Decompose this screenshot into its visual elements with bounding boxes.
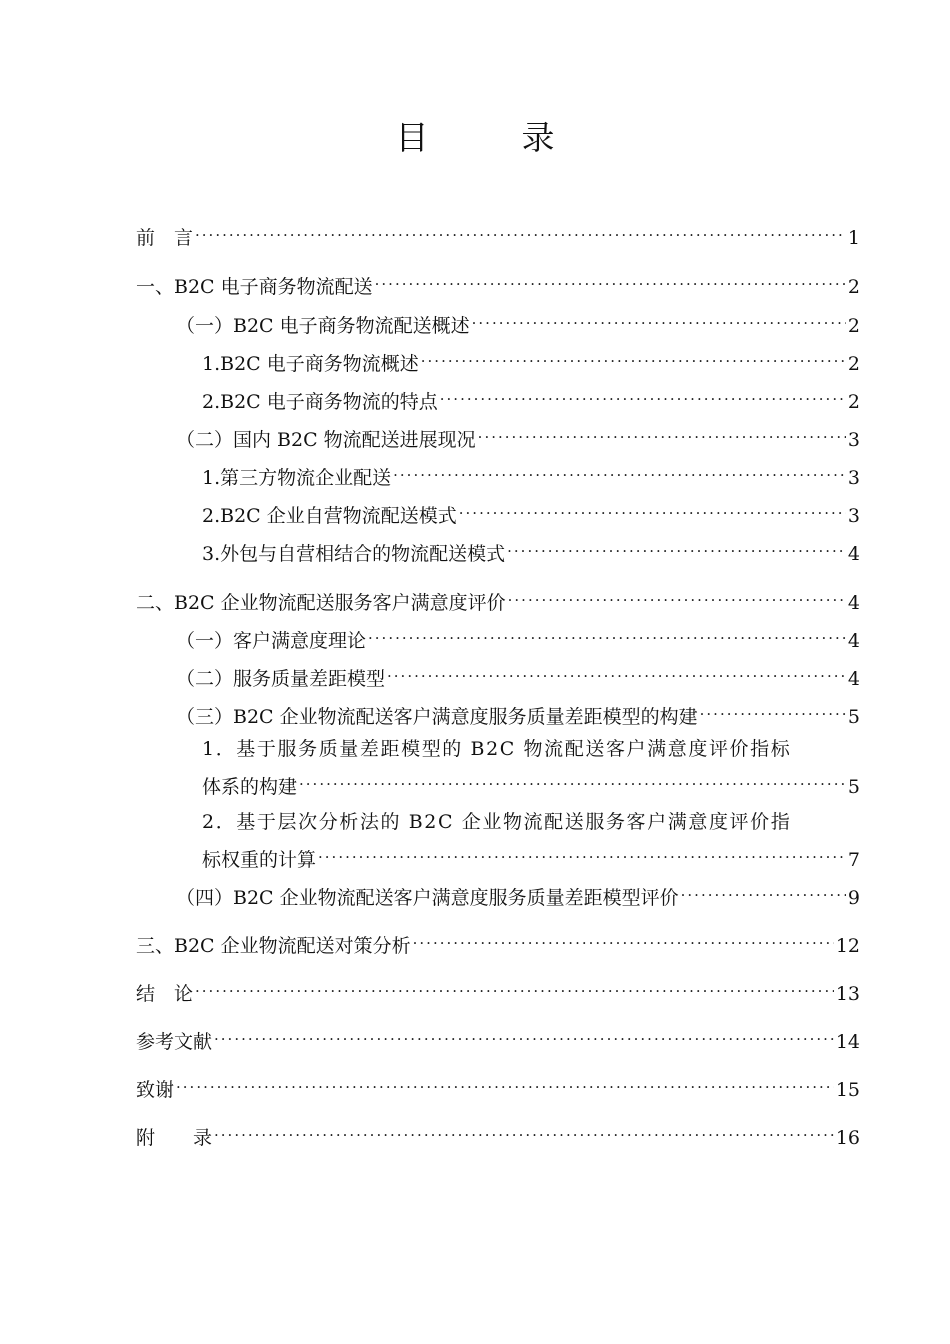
toc-entry-section-1-2[interactable] — [136, 424, 860, 453]
toc-entry-label: （四）B2C 企业物流配送客户满意度服务质量差距模型评价 — [176, 887, 679, 909]
toc-entry-item-1-2-3[interactable] — [136, 538, 860, 567]
toc-entry-chapter-3[interactable] — [136, 930, 860, 959]
toc-entry-item-1-1-1[interactable] — [136, 348, 860, 377]
toc-page-number: 2 — [847, 276, 860, 298]
toc-leader-dots — [413, 930, 834, 956]
toc-entry-label: 1.B2C 电子商务物流概述 — [202, 353, 419, 375]
toc-entry-label: （二）服务质量差距模型 — [176, 668, 386, 690]
toc-page-number: 2 — [847, 315, 860, 337]
toc-page-number: 5 — [847, 706, 860, 728]
toc-page-number: 16 — [835, 1127, 860, 1149]
toc-leader-dots — [214, 1026, 834, 1052]
toc-leader-dots — [214, 1122, 834, 1148]
toc-page-number: 12 — [835, 935, 860, 957]
toc-page-number: 4 — [847, 592, 860, 614]
toc-page-number: 4 — [847, 630, 860, 652]
toc-page-number: 3 — [847, 429, 860, 451]
toc-entry-label: 三、B2C 企业物流配送对策分析 — [136, 935, 411, 957]
toc-entry-section-2-4[interactable] — [136, 882, 860, 911]
toc-leader-dots — [681, 882, 846, 908]
toc-entry-label: 致谢 — [136, 1079, 175, 1101]
toc-leader-dots — [440, 386, 846, 412]
toc-page-number: 13 — [835, 983, 860, 1005]
toc-leader-dots — [472, 310, 846, 336]
toc-entry-preface[interactable] — [136, 222, 860, 251]
toc-entry-references[interactable] — [136, 1026, 860, 1055]
toc-entry-label: 1.第三方物流企业配送 — [202, 467, 392, 489]
toc-page-number: 1 — [847, 227, 860, 249]
toc-entry-label: 前 言 — [136, 227, 194, 249]
toc-title: 目 录 — [395, 118, 585, 157]
toc-entry-label: 2.B2C 电子商务物流的特点 — [202, 391, 438, 413]
toc-entry-appendix[interactable] — [136, 1122, 860, 1151]
toc-page-number: 4 — [847, 668, 860, 690]
toc-entry-label: （一）客户满意度理论 — [176, 630, 367, 652]
toc-leader-dots — [195, 222, 846, 248]
toc-entry-section-1-1[interactable] — [136, 310, 860, 339]
toc-page-number: 14 — [835, 1031, 860, 1053]
toc-page-number: 3 — [847, 505, 860, 527]
toc-entry-label: （一）B2C 电子商务物流配送概述 — [176, 315, 470, 337]
toc-page-number: 2 — [847, 391, 860, 413]
toc-leader-dots — [299, 767, 846, 802]
toc-leader-dots — [508, 587, 846, 613]
toc-entry-label: 一、B2C 电子商务物流配送 — [136, 276, 373, 298]
toc-entry-label-line2: 体系的构建 — [202, 776, 298, 798]
toc-leader-dots — [318, 840, 846, 875]
toc-leader-dots — [421, 348, 846, 374]
toc-leader-dots — [375, 271, 846, 297]
toc-leader-dots — [459, 500, 846, 526]
toc-entry-item-1-1-2[interactable] — [136, 386, 860, 415]
toc-entry-acknowledgements[interactable] — [136, 1074, 860, 1103]
toc-entry-label: 二、B2C 企业物流配送服务客户满意度评价 — [136, 592, 506, 614]
toc-entry-section-2-2[interactable] — [136, 663, 860, 692]
toc-leader-dots — [393, 462, 846, 488]
toc-leader-dots — [478, 424, 846, 450]
toc-entry-label-line2: 标权重的计算 — [202, 849, 317, 871]
toc-entry-label: 3.外包与自营相结合的物流配送模式 — [202, 543, 506, 565]
toc-entry-label: 附 录 — [136, 1127, 213, 1149]
toc-page-number: 9 — [847, 887, 860, 909]
toc-page-number: 3 — [847, 467, 860, 489]
toc-entry-label: （二）国内 B2C 物流配送进展现况 — [176, 429, 476, 451]
toc-entry-item-1-2-2[interactable] — [136, 500, 860, 529]
toc-leader-dots — [507, 538, 846, 564]
toc-entry-label-line1: 2．基于层次分析法的 B2C 企业物流配送服务客户满意度评价指 — [202, 811, 792, 833]
toc-page-number: 4 — [847, 543, 860, 565]
toc-entry-label: （三）B2C 企业物流配送客户满意度服务质量差距模型的构建 — [176, 706, 698, 728]
toc-leader-dots — [195, 978, 834, 1004]
toc-entry-conclusion[interactable] — [136, 978, 860, 1007]
toc-entry-item-2-3-1[interactable] — [136, 732, 860, 805]
toc-entry-label: 参考文献 — [136, 1031, 213, 1053]
toc-list — [136, 222, 860, 1151]
toc-entry-label-line1: 1．基于服务质量差距模型的 B2C 物流配送客户满意度评价指标 — [202, 738, 792, 760]
toc-entry-section-2-3[interactable] — [136, 701, 860, 730]
toc-leader-dots — [176, 1074, 834, 1100]
toc-page-number: 7 — [847, 849, 860, 871]
toc-entry-label: 2.B2C 企业自营物流配送模式 — [202, 505, 457, 527]
toc-entry-chapter-2[interactable] — [136, 587, 860, 616]
toc-leader-dots — [700, 701, 846, 727]
toc-page-number: 2 — [847, 353, 860, 375]
toc-entry-item-1-2-1[interactable] — [136, 462, 860, 491]
toc-entry-label: 结 论 — [136, 983, 194, 1005]
toc-page-number: 5 — [847, 776, 860, 798]
toc-entry-section-2-1[interactable] — [136, 625, 860, 654]
toc-entry-chapter-1[interactable] — [136, 271, 860, 300]
toc-entry-item-2-3-2[interactable] — [136, 805, 860, 878]
toc-leader-dots — [368, 625, 846, 651]
toc-page-number: 15 — [835, 1079, 860, 1101]
toc-leader-dots — [387, 663, 846, 689]
